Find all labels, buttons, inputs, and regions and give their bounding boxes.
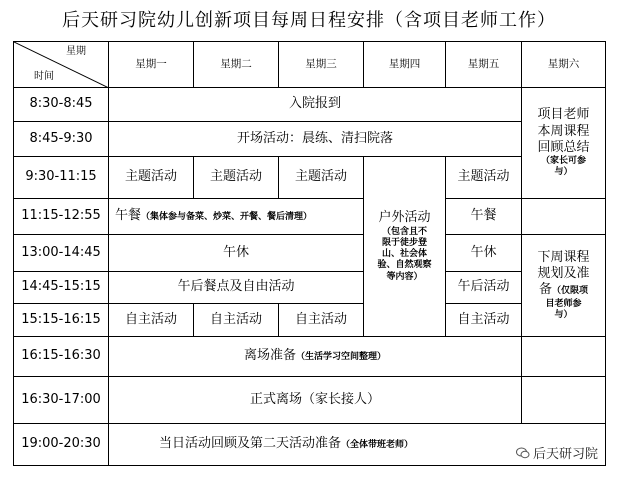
outdoor-note: 山、社会体 [381, 249, 427, 259]
outdoor-note: 验、自然观察 [377, 260, 432, 271]
day-header-fri: 星期五 [446, 42, 522, 88]
snack-cell: 午后餐点及自由活动 [109, 272, 364, 304]
outdoor-note: （包含且不 [381, 226, 427, 237]
time-cell: 9:30-11:15 [14, 157, 109, 199]
time-cell: 8:45-9:30 [14, 122, 109, 157]
saturday-summary-line: 回顾总结 [537, 139, 590, 155]
outdoor-note: 等内容） [386, 271, 423, 282]
thursday-outdoor-cell [364, 157, 446, 337]
theme-activity-tue: 主题活动 [194, 157, 279, 199]
prep-leave-note: （生活学习空间整理） [296, 352, 387, 363]
leave-cell: 正式离场（家长接人） [109, 377, 522, 424]
row-leave [14, 377, 606, 424]
lunch-label: 午餐 [115, 208, 142, 224]
saturday-plan-text: 备 [538, 282, 552, 298]
time-cell: 8:30-8:45 [14, 88, 109, 122]
opening-cell: 开场活动：晨练、清扫院落 [109, 122, 522, 157]
prep-leave-label: 离场准备 [243, 348, 296, 364]
saturday-summary-cell [522, 88, 606, 199]
day-header-mon: 星期一 [109, 42, 194, 88]
day-header-thu: 星期四 [364, 42, 446, 88]
saturday-summary-note: 与） [554, 167, 573, 178]
free-activity-mon: 自主活动 [109, 304, 194, 337]
corner-cell [14, 42, 109, 88]
saturday-plan-line: 下周课程 [537, 249, 590, 265]
corner-label-time: 时间 [34, 70, 54, 82]
arrival-cell: 入院报到 [109, 88, 522, 122]
free-activity-wed: 自主活动 [279, 304, 364, 337]
row-theme [14, 157, 606, 199]
row-lunch [14, 199, 606, 235]
free-activity-fri: 自主活动 [446, 304, 522, 337]
header-row [14, 42, 606, 88]
row-opening [14, 122, 606, 157]
diagonal-line [14, 42, 109, 88]
row-free [14, 304, 606, 337]
page-title: 后天研习院幼儿创新项目每周日程安排（含项目老师工作） [62, 10, 556, 31]
watermark-text: 后天研习院 [532, 447, 598, 462]
row-nap [14, 235, 606, 272]
wechat-icon [516, 447, 530, 459]
schedule-table [13, 41, 606, 466]
row-arrival [14, 88, 606, 122]
nap-fri: 午休 [446, 235, 522, 272]
time-cell: 11:15-12:55 [14, 199, 109, 235]
saturday-summary-line: 项目老师 [537, 107, 590, 123]
saturday-summary-note: （家长可参 [540, 156, 586, 167]
theme-activity-fri: 主题活动 [446, 157, 522, 199]
saturday-empty-cell [522, 199, 606, 235]
theme-activity-wed: 主题活动 [279, 157, 364, 199]
saturday-plan-note: 与） [554, 309, 573, 320]
outdoor-title: 户外活动 [378, 210, 431, 226]
saturday-empty-cell [522, 337, 606, 377]
prep-leave-cell [109, 337, 522, 377]
corner-label-day: 星期 [66, 46, 86, 57]
lunch-note: （集体参与备菜、炒菜、开餐、餐后清理） [141, 212, 313, 223]
snack-fri: 午后活动 [446, 272, 522, 304]
day-header-wed: 星期三 [279, 42, 364, 88]
saturday-plan-cell [522, 235, 606, 337]
outdoor-note: 限于徒步登 [381, 237, 427, 248]
row-prep-leave [14, 337, 606, 377]
saturday-summary-line: 本周课程 [537, 123, 590, 139]
saturday-plan-note: 目老师参 [545, 298, 582, 309]
time-cell: 16:30-17:00 [14, 377, 109, 424]
watermark [514, 443, 600, 462]
free-activity-tue: 自主活动 [194, 304, 279, 337]
review-label: 当日活动回顾及第二天活动准备 [159, 436, 342, 452]
time-cell: 14:45-15:15 [14, 272, 109, 304]
saturday-plan-line: 规划及准 [537, 266, 590, 282]
theme-activity-mon: 主题活动 [109, 157, 194, 199]
time-cell: 19:00-20:30 [14, 424, 109, 466]
saturday-plan-note: （仅限项 [552, 286, 589, 297]
time-cell: 13:00-14:45 [14, 235, 109, 272]
nap-cell: 午休 [109, 235, 364, 272]
review-note: （全体带班老师） [341, 440, 414, 451]
lunch-fri: 午餐 [446, 199, 522, 235]
row-snack [14, 272, 606, 304]
lunch-cell [109, 199, 364, 235]
time-cell: 16:15-16:30 [14, 337, 109, 377]
saturday-plan-line [522, 282, 605, 298]
day-header-sat: 星期六 [522, 42, 606, 88]
saturday-empty-cell [522, 377, 606, 424]
time-cell: 15:15-16:15 [14, 304, 109, 337]
day-header-tue: 星期二 [194, 42, 279, 88]
